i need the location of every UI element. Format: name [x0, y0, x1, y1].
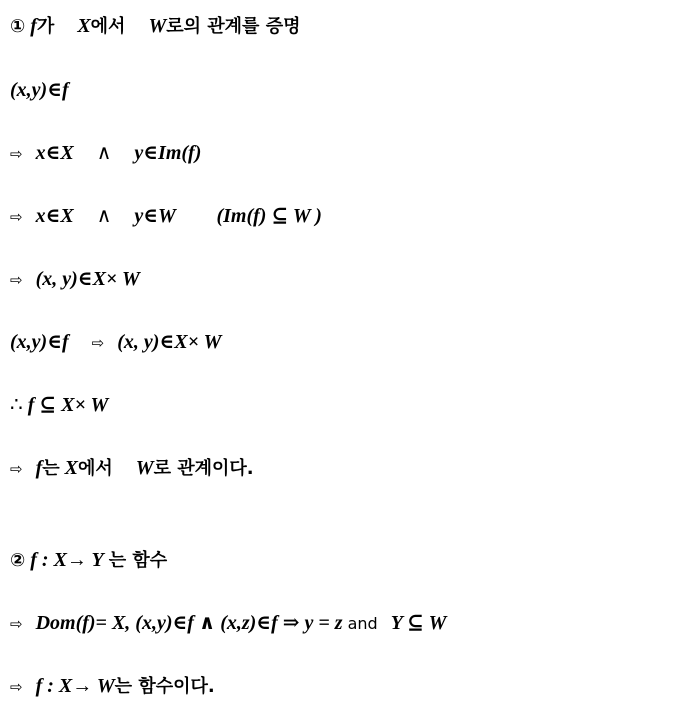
title-text-3: 로의 관계를 증명	[166, 16, 301, 37]
step-5-b: (x, y)∈X× W	[117, 331, 222, 353]
step-4	[10, 267, 140, 292]
implies-arrow-icon: ⇨	[10, 271, 23, 289]
title-f: f	[30, 15, 37, 37]
implies-arrow-icon: ⇨	[10, 145, 23, 163]
step-7-f: f	[35, 457, 43, 479]
step-6	[10, 393, 108, 417]
step-2-a: x∈X	[35, 142, 74, 164]
step-4-math: (x, y)∈X× W	[35, 268, 140, 290]
step-2	[10, 141, 201, 166]
section-2-step-1-subset: Y ⊆ W	[390, 612, 447, 634]
step-6-math: f ⊆ X× W	[27, 394, 109, 416]
step-7-text-3: 로 관계이다.	[153, 458, 254, 479]
step-7-text-1: 는	[42, 458, 60, 479]
section-1-title	[10, 14, 300, 39]
step-2-and: ∧	[96, 142, 112, 164]
step-3-a: x∈X	[35, 205, 74, 227]
title-W: W	[148, 15, 167, 37]
section-2-step-1-math: Dom(f)= X, (x,y)∈f ∧ (x,z)∈f ⇒ y = z	[35, 612, 343, 634]
step-2-b: y∈Im(f)	[134, 142, 202, 164]
section-1-marker: ①	[10, 16, 26, 37]
section-2-step-2-text: 는 함수이다.	[114, 676, 215, 697]
step-1-math: (x,y)∈f	[10, 79, 69, 101]
step-7-text-2: 에서	[77, 458, 113, 479]
step-3-and: ∧	[96, 205, 112, 227]
implies-arrow-icon: ⇨	[10, 678, 23, 696]
section-2-math: f : X→ Y	[30, 549, 104, 571]
title-text-2: 에서	[90, 16, 126, 37]
step-1	[10, 78, 69, 102]
step-3	[10, 204, 322, 229]
step-7-X: X	[64, 457, 78, 479]
implies-arrow-icon: ⇨	[91, 334, 105, 352]
therefore-icon: ∴	[10, 394, 23, 416]
section-2-step-1	[10, 611, 446, 636]
implies-arrow-icon: ⇨	[10, 615, 23, 633]
section-2-marker: ②	[10, 550, 26, 571]
implies-arrow-icon: ⇨	[10, 460, 23, 478]
implies-arrow-icon: ⇨	[10, 208, 23, 226]
section-2-step-2-math: f : X→ W	[35, 675, 115, 697]
title-X: X	[77, 15, 91, 37]
section-2-step-2	[10, 674, 215, 699]
title-text-1: 가	[36, 16, 55, 37]
section-2-title	[10, 548, 167, 573]
section-2-step-1-and: and	[347, 614, 378, 633]
step-5	[10, 330, 221, 355]
step-7	[10, 456, 254, 481]
step-5-a: (x,y)∈f	[10, 331, 69, 353]
step-3-b: y∈W	[134, 205, 176, 227]
section-2-text: 는 함수	[108, 550, 168, 571]
step-7-W: W	[135, 457, 154, 479]
step-3-note: (Im(f) ⊆ W )	[216, 205, 322, 227]
